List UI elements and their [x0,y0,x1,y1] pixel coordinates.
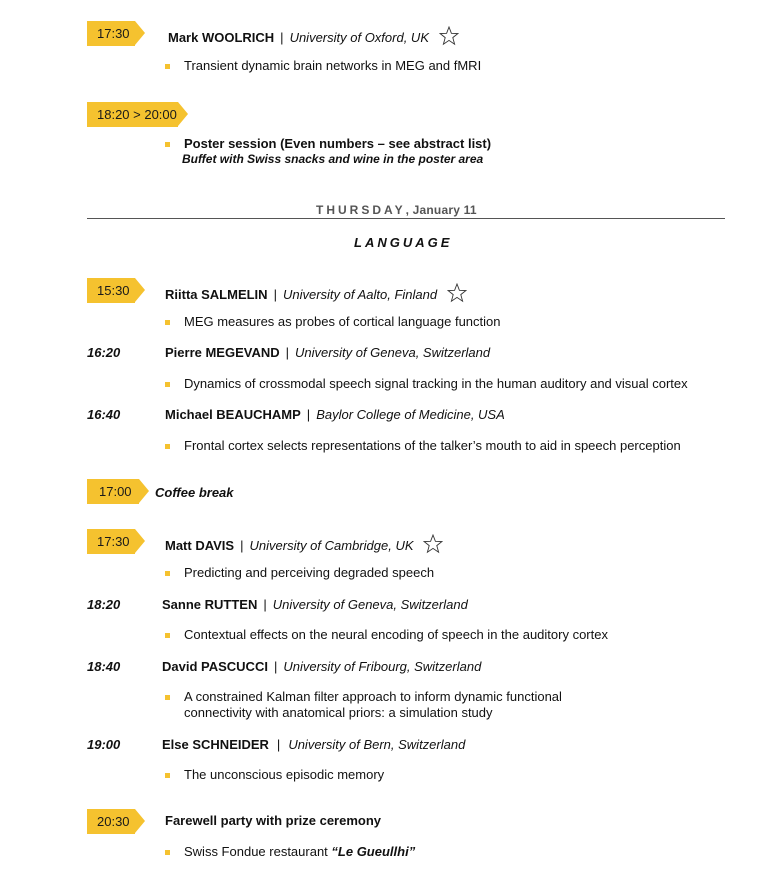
venue-prefix: Swiss Fondue restaurant [184,844,332,859]
speaker-affiliation: University of Oxford, UK [289,30,429,45]
speaker-name: Mark WOOLRICH [168,30,275,45]
time-tag: 17:30 [87,529,135,554]
section-title: LANGUAGE [354,235,453,250]
bullet-icon [165,444,170,449]
talk-title-continued: connectivity with anatomical priors: a simulation study [184,705,493,720]
day-header [316,203,477,217]
venue-line [184,844,415,859]
speaker-affiliation: University of Aalto, Finland [282,287,438,302]
talk-title: MEG measures as probes of cortical language function [184,314,501,329]
speaker-affiliation: Baylor College of Medicine, USA [316,407,505,422]
speaker-affiliation: University of Fribourg, Switzerland [283,659,482,674]
time-tag: 17:30 [87,21,135,46]
speaker-name: Sanne RUTTEN [162,597,258,612]
speaker-affiliation: University of Cambridge, UK [249,538,414,553]
venue-name: “Le Gueullhi” [331,844,416,859]
event-note: Buffet with Swiss snacks and wine in the poster area [182,152,484,166]
speaker-line: Mark WOOLRICH | University of Oxford, UK [168,26,459,46]
bullet-icon [165,142,170,147]
star-icon [423,534,443,554]
time-tag: 15:30 [87,278,135,303]
divider [87,218,725,219]
bullet-icon [165,773,170,778]
talk-title: Frontal cortex selects representations of the talker’s mouth to aid in speech perception [184,438,681,453]
time-tag: 17:00 [87,479,139,504]
speaker-name: Pierre MEGEVAND [165,345,280,360]
speaker-name: Michael BEAUCHAMP [165,407,301,422]
day-name: THURSDAY [316,203,406,217]
talk-title: Predicting and perceiving degraded speech [184,565,435,580]
speaker-affiliation: University of Bern, Switzerland [288,737,466,752]
speaker-name: Else SCHNEIDER [162,737,269,752]
bullet-icon [165,850,170,855]
event-title: Poster session (Even numbers – see abstract list) [184,136,492,151]
speaker-line: Matt DAVIS | University of Cambridge, UK [165,534,443,554]
speaker-line: Sanne RUTTEN | University of Geneva, Switzerland [162,597,468,612]
talk-title: The unconscious episodic memory [184,767,385,782]
farewell-label: Farewell party with prize ceremony [165,813,382,828]
bullet-icon [165,571,170,576]
time-tag: 20:30 [87,809,135,834]
speaker-affiliation: University of Geneva, Switzerland [272,597,468,612]
speaker-line: Pierre MEGEVAND | University of Geneva, Switzerland [165,345,491,360]
speaker-line: Michael BEAUCHAMP | Baylor College of Medicine, USA [165,407,505,422]
bullet-icon [165,695,170,700]
star-icon [447,283,467,303]
speaker-name: Riitta SALMELIN [165,287,268,302]
speaker-affiliation: University of Geneva, Switzerland [295,345,491,360]
speaker-line: Riitta SALMELIN | University of Aalto, Finland [165,283,467,303]
star-icon [439,26,459,46]
speaker-line: Else SCHNEIDER | University of Bern, Switzerland [162,737,466,752]
bullet-icon [165,64,170,69]
coffee-break-label: Coffee break [155,485,234,500]
time-label: 19:00 [87,737,121,752]
time-label: 16:20 [87,345,121,360]
time-label: 18:20 [87,597,121,612]
speaker-name: Matt DAVIS [165,538,235,553]
speaker-line: David PASCUCCI | University of Fribourg, Switzerland [162,659,482,674]
talk-title: Dynamics of crossmodal speech signal tracking in the human auditory and visual cortex [184,376,688,391]
talk-title: Transient dynamic brain networks in MEG and fMRI [184,58,482,73]
talk-title: A constrained Kalman filter approach to inform dynamic functional [184,689,562,704]
bullet-icon [165,320,170,325]
bullet-icon [165,382,170,387]
time-label: 18:40 [87,659,121,674]
speaker-name: David PASCUCCI [162,659,268,674]
talk-title: Contextual effects on the neural encoding of speech in the auditory cortex [184,627,608,642]
bullet-icon [165,633,170,638]
time-tag: 18:20 > 20:00 [87,102,178,127]
time-label: 16:40 [87,407,121,422]
day-date: , January 11 [405,203,477,217]
